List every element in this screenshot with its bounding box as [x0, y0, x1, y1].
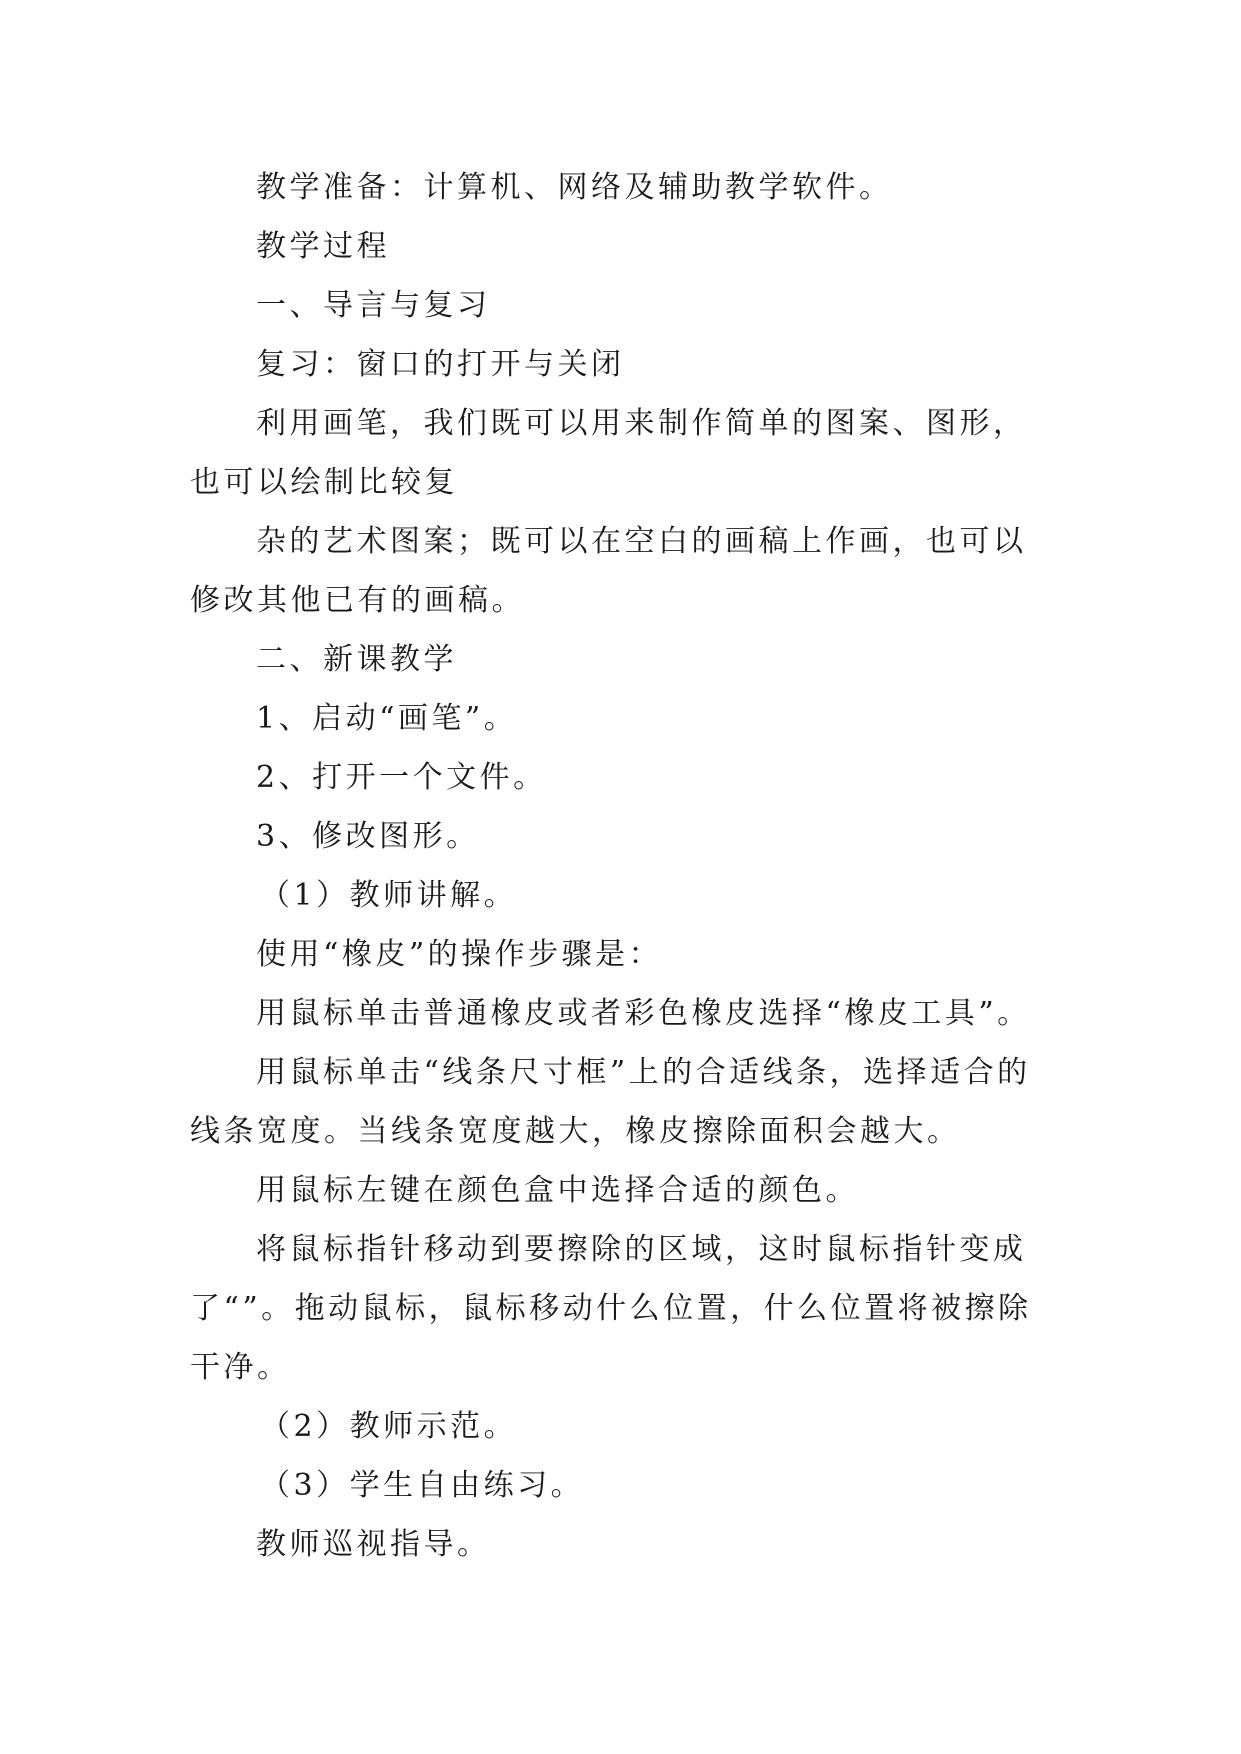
- step-modify-shape: 3、修改图形。: [256, 819, 480, 854]
- paragraph-line-size: 用鼠标单击“线条尺寸框”上的合适线条，选择适合的线条宽度。当线条宽度越大，橡皮擦除面积会越大。: [190, 1055, 1031, 1149]
- paragraph-brush-usage: 利用画笔，我们既可以用来制作简单的图案、图形，也可以绘制比较复: [190, 406, 1027, 500]
- step-start-brush: 1、启动“画笔”。: [256, 701, 518, 736]
- heading-new-lesson: 二、新课教学: [256, 642, 457, 677]
- paragraph-art-patterns: 杂的艺术图案；既可以在空白的画稿上作画，也可以修改其他已有的画稿。: [190, 524, 1027, 618]
- paragraph-teacher-guidance: 教师巡视指导。: [256, 1527, 491, 1562]
- paragraph-review: 复习：窗口的打开与关闭: [256, 347, 625, 382]
- document-page: [190, 158, 1052, 1574]
- heading-intro-review: 一、导言与复习: [256, 288, 491, 323]
- paragraph-color-box: 用鼠标左键在颜色盒中选择合适的颜色。: [256, 1173, 859, 1208]
- paragraph-select-eraser: 用鼠标单击普通橡皮或者彩色橡皮选择“橡皮工具”。: [256, 996, 1031, 1031]
- paragraph-eraser-steps: 使用“橡皮”的操作步骤是：: [256, 937, 663, 972]
- paragraph-preparation: 教学准备：计算机、网络及辅助教学软件。: [256, 170, 893, 205]
- substep-teacher-demo: （2）教师示范。: [260, 1409, 518, 1444]
- substep-teacher-explain: （1）教师讲解。: [260, 878, 518, 913]
- step-open-file: 2、打开一个文件。: [256, 760, 547, 795]
- paragraph-erase-area: 将鼠标指针移动到要擦除的区域，这时鼠标指针变成了“”。拖动鼠标，鼠标移动什么位置，什么位置将被擦除干净。: [190, 1232, 1032, 1385]
- heading-process: 教学过程: [256, 229, 390, 264]
- substep-student-practice: （3）学生自由练习。: [260, 1468, 585, 1503]
